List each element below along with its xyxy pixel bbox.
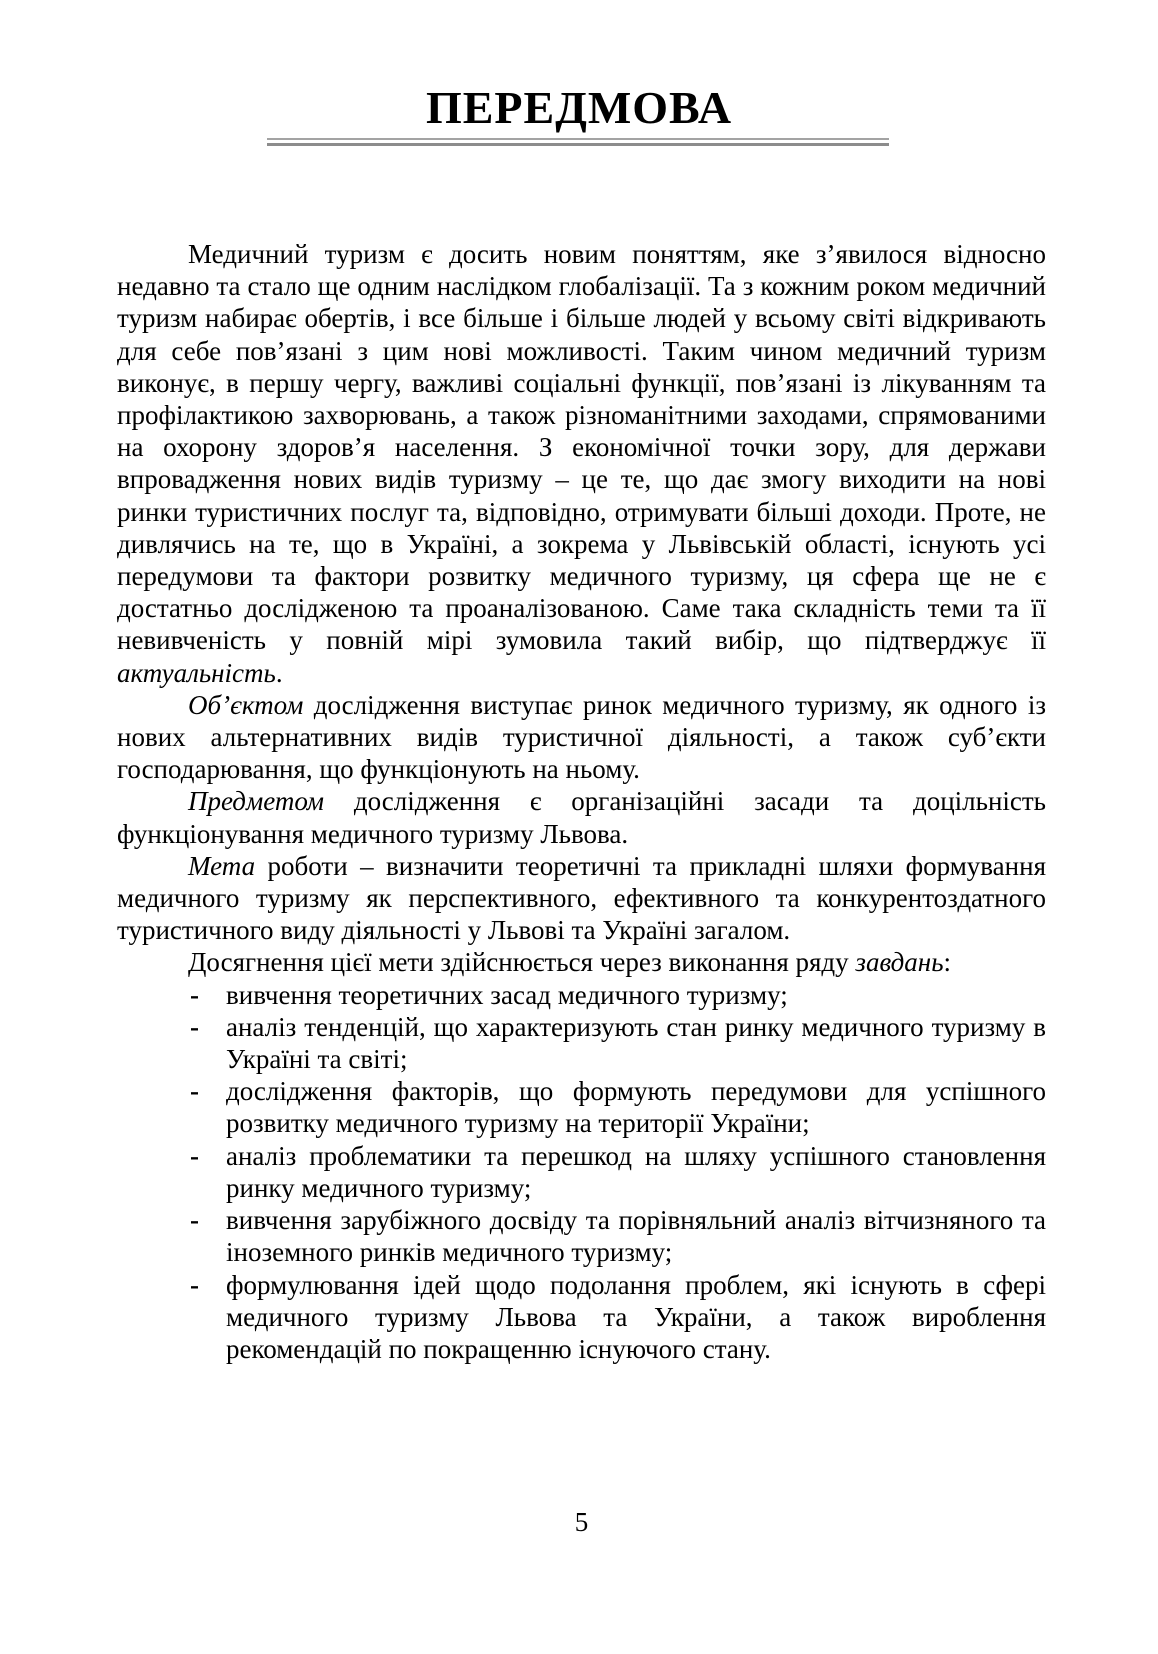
paragraph-object (117, 689, 1046, 786)
task-list (117, 979, 1046, 1365)
list-item (117, 1011, 1046, 1075)
paragraph-text: дослідження виступає ринок медичного туризму, як одного із нових альтернативних видів туристичної діяльності, а також суб’єкти господарювання, що функціонують на ньому. (117, 689, 1046, 785)
list-item (117, 1140, 1046, 1204)
paragraph-text: . (275, 657, 283, 688)
emphasis-predmet: Предметом (188, 786, 325, 817)
document-header (0, 0, 1158, 146)
document-footer (117, 1506, 1046, 1538)
list-item-text: вивчення зарубіжного досвіду та порівняльний аналіз вітчизняного та іноземного ринків медичного туризму; (226, 1205, 1046, 1268)
paragraph-text: : (943, 947, 952, 978)
emphasis-aktualnist: актуальність (117, 657, 276, 688)
paragraph-tasks-intro (117, 946, 1046, 978)
list-item-text: аналіз тенденцій, що характеризують стан ринку медичного туризму в Україні та світі; (226, 1011, 1046, 1075)
emphasis-meta: Мета (188, 850, 256, 881)
list-item (117, 1075, 1046, 1139)
paragraph-text: роботи – визначити теоретичні та прикладні шляхи формування медичного туризму як перспективного, ефективного та конкурентоздатного туристичного виду діяльності у Львові та Україні загалом. (117, 850, 1046, 946)
title-underline-rule (267, 138, 889, 146)
list-item-text: аналіз проблематики та перешкод на шляху успішного становлення ринку медичного туризму; (226, 1140, 1046, 1203)
dash-marker: - (190, 979, 199, 1010)
list-item (117, 1269, 1046, 1366)
page-title: ПЕРЕДМОВА (425, 82, 733, 133)
list-item-text: вивчення теоретичних засад медичного туризму; (226, 979, 788, 1010)
emphasis-zavdan: завдань (855, 947, 944, 978)
dash-marker: - (190, 1011, 199, 1042)
dash-marker: - (190, 1269, 199, 1300)
emphasis-obyekt: Об’єктом (188, 689, 304, 720)
dash-marker: - (190, 1076, 199, 1107)
paragraph-text: Медичний туризм є досить новим поняттям, яке з’явилося відносно недавно та стало ще одним наслідком глобалізації. Та з кожним роком медичний туризм набирає обертів, і все більше і більше людей у всьому світі відкривають для себе пов’язані з цим нові можливості. Таким чином медичний туризм виконує, в першу чергу, важливі соціальні функції, пов’язані із лікуванням та профілактикою захворювань, а також різноманітними заходами, спрямованими на охорону здоров’я населення. З економічної точки зору, для держави впровадження нових видів туризму – це те, що дає змогу виходити на нові ринки туристичних послуг та, відповідно, отримувати більші доходи. Проте, не дивлячись на те, що в Україні, а зокрема у Львівській області, існують усі передумови та фактори розвитку медичного туризму, ця сфера ще не є достатньо дослідженою та проаналізованою. Саме така складність теми та її невивченість у повній мірі зумовила такий вибір, що підтверджує її (117, 239, 1046, 656)
paragraph-goal (117, 850, 1046, 947)
dash-marker: - (190, 1140, 199, 1171)
paragraph-subject (117, 785, 1046, 849)
paragraph-text: Досягнення цієї мети здійснюється через виконання ряду (188, 947, 856, 978)
page-number: 5 (574, 1507, 589, 1537)
list-item-text: дослідження факторів, що формують передумови для успішного розвитку медичного туризму на території України; (226, 1076, 1046, 1139)
list-item (117, 979, 1046, 1011)
dash-marker: - (190, 1205, 199, 1236)
paragraph-text: дослідження є організаційні засади та доцільність функціонування медичного туризму Львова. (117, 786, 1046, 849)
document-body (117, 238, 1046, 1365)
paragraph-intro (117, 238, 1046, 689)
list-item (117, 1204, 1046, 1268)
list-item-text: формулювання ідей щодо подолання проблем, які існують в сфері медичного туризму Львова та України, а також вироблення рекомендацій по покращенню існуючого стану. (226, 1269, 1046, 1364)
